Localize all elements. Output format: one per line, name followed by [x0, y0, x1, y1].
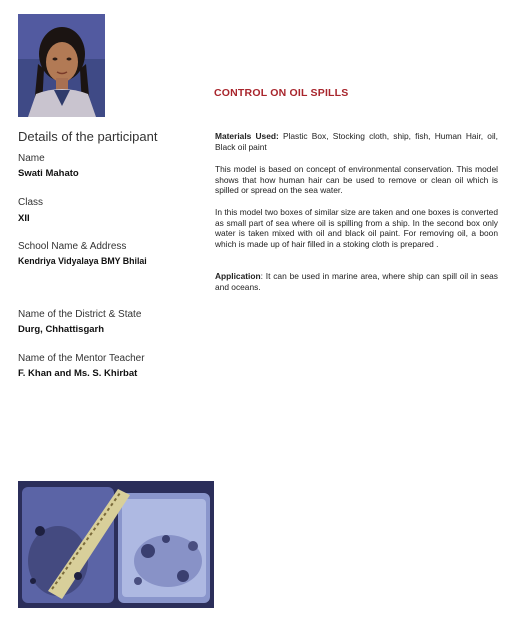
participant-photo [18, 14, 105, 117]
method-paragraph: In this model two boxes of similar size are taken and one boxes is converted as small part of sea where oil is spilling from a ship. In the second box only water is taken mixed with oil and black oil paint. For removing oil, a boon which is made up of hair filled in a stoking cloth is prepared . [215, 207, 498, 249]
mentor-label: Name of the Mentor Teacher [18, 353, 145, 364]
materials-text: Plastic Box, Stocking cloth, ship, fish, Human Hair, oil, Black oil paint [215, 131, 498, 152]
district-value: Durg, Chhattisgarh [18, 324, 105, 335]
materials-label: Materials Used: [215, 131, 279, 141]
mentor-value: F. Khan and Ms. S. Khirbat [18, 368, 138, 379]
class-label: Class [18, 197, 44, 208]
model-photo [18, 481, 214, 608]
school-value: Kendriya Vidyalaya BMY Bhilai [18, 256, 147, 266]
application-label: Application [215, 271, 261, 281]
participant-heading: Details of the participant [18, 129, 158, 144]
description-paragraph: This model is based on concept of environmental conservation. This model shows that how human hair can be used to remove or clean oil which is spilled or spread on the sea water. [215, 164, 498, 195]
name-value: Swati Mahato [18, 168, 79, 179]
class-value: XII [18, 213, 30, 224]
article-title: CONTROL ON OIL SPILLS [214, 87, 349, 99]
district-label: Name of the District & State [18, 309, 142, 320]
materials-paragraph [215, 131, 498, 152]
application-paragraph [215, 271, 498, 292]
name-label: Name [18, 153, 45, 164]
application-text: : It can be used in marine area, where ship can spill oil in seas and oceans. [215, 271, 498, 292]
school-label: School Name & Address [18, 241, 127, 252]
